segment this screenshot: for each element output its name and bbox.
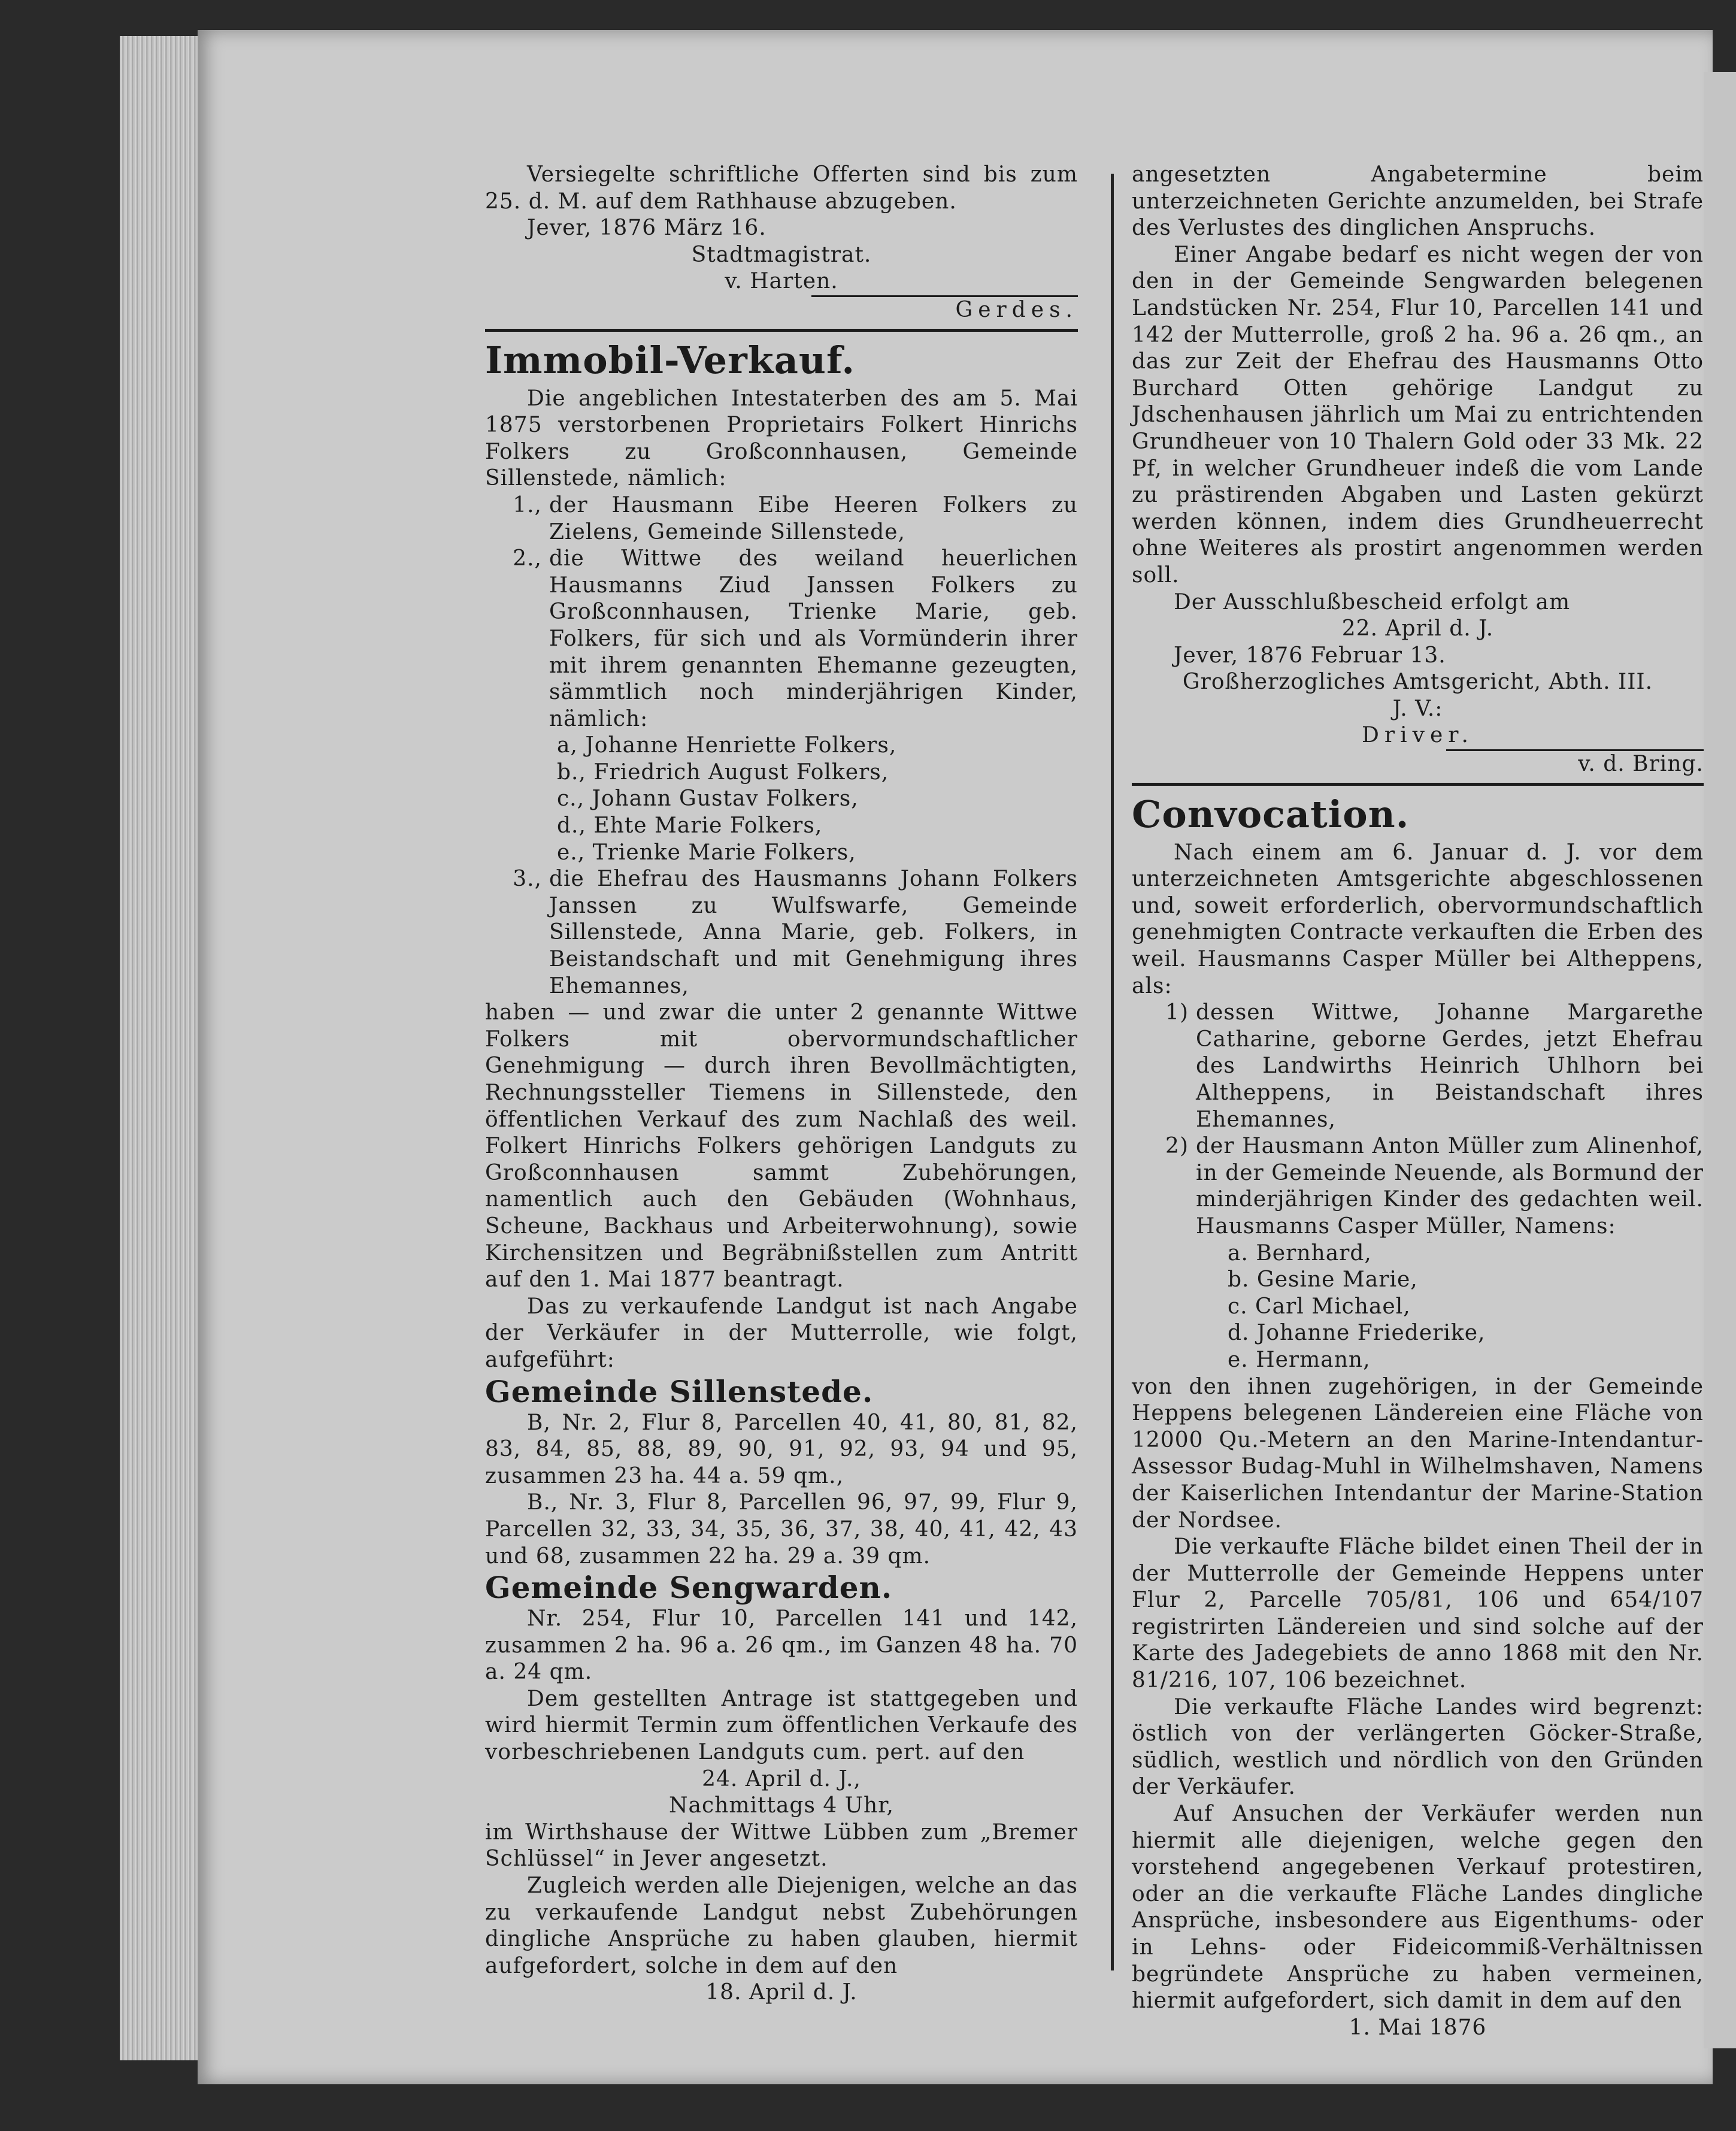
child-item: b. Gesine Marie, bbox=[1228, 1267, 1418, 1292]
seller-text: der Hausmann Anton Müller zum Alinenhof, in der Gemeinde Neuende, als Bormund der minderjährigen Kinder des gedachten weil. Hausmanns Casper Müller, Namens: bbox=[1196, 1134, 1704, 1239]
heir-number: 3., bbox=[513, 867, 542, 892]
section-rule bbox=[485, 329, 1078, 332]
right-column bbox=[1132, 162, 1704, 2041]
continued-text: Der Ausschlußbescheid erfolgt am bbox=[1174, 589, 1571, 615]
seller-text: dessen Wittwe, Johanne Margarethe Catharine, geborne Gerdes, jetzt Ehefrau des Landwirths Heinrich Uhlhorn bei Altheppens, in Beistandschaft ihres Ehemannes, bbox=[1196, 1000, 1704, 1132]
convocation-date: 1. Mai 1876 bbox=[1349, 2015, 1487, 2040]
seller-number: 1) bbox=[1165, 1000, 1189, 1025]
sale-intro: Die angeblichen Intestaterben des am 5. Mai 1875 verstorbenen Proprietairs Folkert Hinrichs Folkers zu Großconnhausen, Gemeinde Sillenstede, nämlich: bbox=[485, 386, 1078, 491]
heading-convocation: Convocation. bbox=[1132, 792, 1410, 836]
child-item: d. Johanne Friederike, bbox=[1228, 1321, 1486, 1346]
child-item: a. Bernhard, bbox=[1228, 1240, 1372, 1266]
child-item: d., Ehte Marie Folkers, bbox=[557, 813, 823, 839]
heir-number: 2., bbox=[513, 546, 542, 571]
heading-immobil-verkauf: Immobil-Verkauf. bbox=[485, 338, 856, 382]
sale-body: haben — und zwar die unter 2 genannte Wittwe Folkers mit obervormundschaftlicher Genehmigung — durch ihren Bevollmächtigten, Rechnungssteller Tiemens in Sillenstede, den öffentlichen Verkauf des zum Nachlaß des weil. Folkert Hinrichs Folkers gehörigen Landguts zu Großconnhausen sammt Zubehörungen, namentlich auch den Gebäuden (Wohnhaus, Scheune, Backhaus und Arbeiterwohnung), sowie Kirchensitzen und Begräbnißstellen zum Antritt auf den 1. Mai 1877 beantragt. bbox=[485, 1000, 1078, 1292]
offer-secretary: Gerdes. bbox=[955, 297, 1078, 322]
exclusion-date: 22. April d. J. bbox=[1341, 616, 1494, 641]
parcel-list: Nr. 254, Flur 10, Parcellen 141 und 142, zusammen 2 ha. 96 a. 26 qm., im Ganzen 48 ha. 70 a. 24 qm. bbox=[485, 1606, 1078, 1685]
book-page-edges bbox=[120, 36, 210, 2060]
subheading-sengwarden: Gemeinde Sengwarden. bbox=[485, 1570, 893, 1606]
sale-body: Zugleich werden alle Diejenigen, welche an das zu verkaufende Landgut nebst Zubehörungen dingliche Ansprüche zu haben glauben, hiermit aufgefordert, solche in dem auf den bbox=[485, 1873, 1078, 1978]
continued-text: Einer Angabe bedarf es nicht wegen der von den in der Gemeinde Sengwarden belegenen Landstücken Nr. 254, Flur 10, Parcellen 141 und 142 der Mutterrolle, groß 2 ha. 96 a. 26 qm., an das zur Zeit der Ehefrau des Hausmanns Otto Burchard Otten gehörige Landgut zu Jdschenhausen jährlich um Mai zu entrichtenden Grundheuer von 10 Thalern Gold oder 33 Mk. 22 Pf, in welcher Grundheuer indeß die vom Lande zu prästirenden Abgaben und Lasten gekürzt werden können, indem dies Grundheuerrecht ohne Weiteres als prostirt angenommen werden soll. bbox=[1132, 242, 1704, 588]
notice-date: Jever, 1876 Februar 13. bbox=[1174, 643, 1446, 668]
heir-item bbox=[485, 866, 1078, 1000]
claim-date: 18. April d. J. bbox=[705, 1980, 858, 2005]
offer-notice: Versiegelte schriftliche Offerten sind bis zum 25. d. M. auf dem Rathhause abzugeben. bbox=[485, 162, 1078, 214]
court-signer: Driver. bbox=[1362, 723, 1474, 748]
child-item: e., Trienke Marie Folkers, bbox=[557, 840, 856, 865]
child-item: a, Johanne Henriette Folkers, bbox=[557, 733, 897, 758]
sale-body: Dem gestellten Antrage ist stattgegeben und wird hiermit Termin zum öffentlichen Verkaufe des vorbeschriebenen Landguts cum. pert. auf den bbox=[485, 1686, 1078, 1765]
subheading-sillenstede: Gemeinde Sillenstede. bbox=[485, 1373, 874, 1409]
heir-item bbox=[485, 546, 1078, 732]
heir-item bbox=[485, 492, 1078, 546]
seller-item bbox=[1132, 1000, 1704, 1133]
offer-date: Jever, 1876 März 16. bbox=[527, 216, 766, 241]
convocation-body: von den ihnen zugehörigen, in der Gemeinde Heppens belegenen Ländereien eine Fläche von 12000 Qu.-Metern an den Marine-Intendantur-Assessor Budag-Muhl in Wilhelmshaven, Namens der Kaiserlichen Intendantur der Marine-Station der Nordsee. bbox=[1132, 1374, 1704, 1533]
heir-text: der Hausmann Eibe Heeren Folkers zu Zielens, Gemeinde Sillenstede, bbox=[549, 492, 1078, 544]
seller-number: 2) bbox=[1165, 1134, 1189, 1159]
sale-date: 24. April d. J., bbox=[702, 1766, 861, 1791]
heir-number: 1., bbox=[513, 492, 542, 517]
sale-body: im Wirthshause der Wittwe Lübben zum „Bremer Schlüssel“ in Jever angesetzt. bbox=[485, 1820, 1078, 1872]
convocation-body: Auf Ansuchen der Verkäufer werden nun hiermit alle diejenigen, welche gegen den vorstehend angegebenen Verkauf protestiren, oder an die verkaufte Fläche Landes dingliche Ansprüche, insbesondere aus Eigenthums- oder in Lehns- oder Fideicommiß-Verhältnissen begründete Ansprüche zu haben vermeinen, hiermit aufgefordert, sich damit in dem auf den bbox=[1132, 1802, 1704, 2014]
court-secretary: v. d. Bring. bbox=[1578, 752, 1704, 777]
adjacent-page-edge bbox=[1704, 72, 1736, 2048]
convocation-body: Die verkaufte Fläche Landes wird begrenzt: östlich von der verlängerten Göcker-Straße, südlich, westlich und nördlich von den Gründen der Verkäufer. bbox=[1132, 1694, 1704, 1800]
convocation-body: Die verkaufte Fläche bildet einen Theil der in der Mutterrolle der Gemeinde Heppens unter Flur 2, Parcelle 705/81, 106 und 654/107 registrirten Ländereien und sind solche auf der Karte des Jadegebiets de anno 1868 mit den Nr. 81/216, 107, 106 bezeichnet. bbox=[1132, 1534, 1704, 1693]
seller-item bbox=[1132, 1133, 1704, 1240]
offer-office: Stadtmagistrat. bbox=[691, 242, 872, 267]
column-divider bbox=[1111, 174, 1114, 1970]
heir-text: die Ehefrau des Hausmanns Johann Folkers Janssen zu Wulfswarfe, Gemeinde Sillenstede, Anna Marie, geb. Folkers, in Beistandschaft und mit Genehmigung ihres Ehemannes, bbox=[549, 867, 1078, 998]
continued-text: angesetzten Angabetermine beim unterzeichneten Gerichte anzumelden, bei Strafe des Verlustes des dinglichen Anspruchs. bbox=[1132, 162, 1704, 241]
child-item: b., Friedrich August Folkers, bbox=[557, 759, 889, 785]
offer-signer: v. Harten. bbox=[725, 269, 838, 294]
child-item: c., Johann Gustav Folkers, bbox=[557, 786, 859, 812]
section-rule bbox=[1132, 783, 1704, 786]
court-iv: J. V.: bbox=[1392, 696, 1443, 721]
convocation-intro: Nach einem am 6. Januar d. J. vor dem unterzeichneten Amtsgerichte abgeschlossenen und, soweit erforderlich, obervormundschaftlich genehmigten Contracte verkauften die Erben des weil. Hausmanns Casper Müller bei Altheppens, als: bbox=[1132, 840, 1704, 998]
child-item: e. Hermann, bbox=[1228, 1347, 1371, 1372]
sale-body: Das zu verkaufende Landgut ist nach Angabe der Verkäufer in der Mutterrolle, wie folgt, aufgeführt: bbox=[485, 1294, 1078, 1372]
parcel-list: B., Nr. 3, Flur 8, Parcellen 96, 97, 99, Flur 9, Parcellen 32, 33, 34, 35, 36, 37, 38, 40, 41, 42, 43 und 68, zusammen 22 ha. 29 a. 39 qm. bbox=[485, 1490, 1078, 1569]
heir-text: die Wittwe des weiland heuerlichen Hausmanns Ziud Janssen Folkers zu Großconnhausen, Trienke Marie, geb. Folkers, für sich und als Vormünderin ihrer mit ihrem genannten Ehemanne gezeugten, sämmtlich noch minderjährigen Kinder, nämlich: bbox=[549, 546, 1078, 731]
parcel-list: B, Nr. 2, Flur 8, Parcellen 40, 41, 80, 81, 82, 83, 84, 85, 88, 89, 90, 91, 92, 93, 94 und 95, zusammen 23 ha. 44 a. 59 qm., bbox=[485, 1410, 1078, 1488]
sale-time: Nachmittags 4 Uhr, bbox=[669, 1793, 894, 1818]
court-name: Großherzogliches Amtsgericht, Abth. III. bbox=[1182, 670, 1653, 695]
child-item: c. Carl Michael, bbox=[1228, 1294, 1411, 1319]
left-column bbox=[485, 162, 1078, 2006]
